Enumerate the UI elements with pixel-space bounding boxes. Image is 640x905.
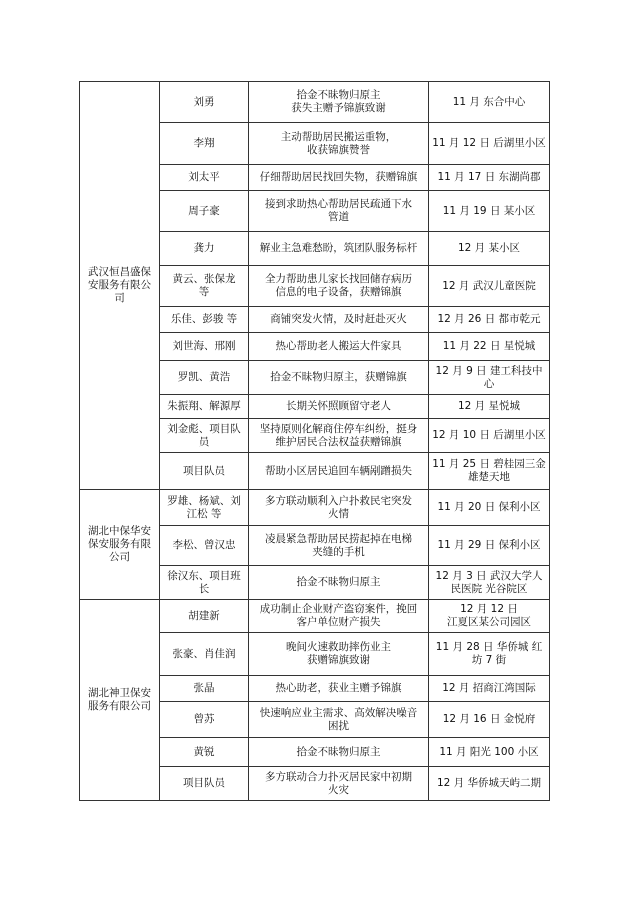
table-row bbox=[80, 82, 550, 123]
table-row bbox=[80, 490, 550, 526]
time-place-cell: 11 月 19 日 某小区 bbox=[429, 191, 550, 232]
time-place-cell: 12 月 星悦城 bbox=[429, 395, 550, 419]
time-place-cell: 12 月 12 日 江夏区某公司园区 bbox=[429, 600, 550, 633]
time-place-cell: 11 月 28 日 华侨城 红 坊 7 街 bbox=[429, 633, 550, 676]
deed-cell: 多方联动合力扑灭居民家中初期 火灾 bbox=[249, 767, 429, 801]
name-cell: 刘太平 bbox=[160, 165, 249, 191]
deed-cell: 凌晨紧急帮助居民捞起掉在电梯 夹缝的手机 bbox=[249, 526, 429, 566]
time-place-cell: 12 月 某小区 bbox=[429, 232, 550, 266]
time-place-cell: 11 月 20 日 保利小区 bbox=[429, 490, 550, 526]
name-cell: 周子豪 bbox=[160, 191, 249, 232]
time-place-cell: 11 月 12 日 后湖里小区 bbox=[429, 123, 550, 165]
name-cell: 罗凯、黄浩 bbox=[160, 361, 249, 395]
deed-cell: 拾金不昧物归原主 bbox=[249, 566, 429, 600]
name-cell: 朱振翔、解源厚 bbox=[160, 395, 249, 419]
time-place-cell: 11 月 阳光 100 小区 bbox=[429, 738, 550, 767]
deed-cell: 成功制止企业财产盗窃案件，挽回 客户单位财产损失 bbox=[249, 600, 429, 633]
name-cell: 刘世海、邢刚 bbox=[160, 333, 249, 361]
name-cell: 张豪、肖佳润 bbox=[160, 633, 249, 676]
name-cell: 项目队员 bbox=[160, 767, 249, 801]
company-cell: 湖北神卫保安 服务有限公司 bbox=[80, 600, 160, 801]
deed-cell: 快速响应业主需求、高效解决噪音 困扰 bbox=[249, 702, 429, 738]
name-cell: 李翔 bbox=[160, 123, 249, 165]
deed-cell: 主动帮助居民搬运重物， 收获锦旗赞誉 bbox=[249, 123, 429, 165]
time-place-cell: 12 月 9 日 建工科技中 心 bbox=[429, 361, 550, 395]
time-place-cell: 11 月 25 日 碧桂园三金 雄楚天地 bbox=[429, 453, 550, 490]
name-cell: 龚力 bbox=[160, 232, 249, 266]
deed-cell: 拾金不昧物归原主 bbox=[249, 738, 429, 767]
commendation-table bbox=[79, 81, 550, 801]
deed-cell: 帮助小区居民追回车辆剐蹭损失 bbox=[249, 453, 429, 490]
deed-cell: 全力帮助患儿家长找回储存病历 信息的电子设备，获赠锦旗 bbox=[249, 266, 429, 307]
time-place-cell: 12 月 华侨城天屿二期 bbox=[429, 767, 550, 801]
deed-cell: 长期关怀照顾留守老人 bbox=[249, 395, 429, 419]
deed-cell: 坚持原则化解商住停车纠纷，挺身 维护居民合法权益获赠锦旗 bbox=[249, 419, 429, 453]
name-cell: 李松、曾汉忠 bbox=[160, 526, 249, 566]
name-cell: 乐佳、彭骏 等 bbox=[160, 307, 249, 333]
time-place-cell: 12 月 武汉儿童医院 bbox=[429, 266, 550, 307]
name-cell: 刘勇 bbox=[160, 82, 249, 123]
time-place-cell: 12 月 10 日 后湖里小区 bbox=[429, 419, 550, 453]
time-place-cell: 12 月 16 日 金悦府 bbox=[429, 702, 550, 738]
company-cell: 武汉恒昌盛保 安服务有限公 司 bbox=[80, 82, 160, 490]
deed-cell: 热心助老，获业主赠予锦旗 bbox=[249, 676, 429, 702]
name-cell: 徐汉东、项目班 长 bbox=[160, 566, 249, 600]
name-cell: 刘金彪、项目队 员 bbox=[160, 419, 249, 453]
deed-cell: 拾金不昧物归原主，获赠锦旗 bbox=[249, 361, 429, 395]
deed-cell: 解业主急难愁盼，筑团队服务标杆 bbox=[249, 232, 429, 266]
time-place-cell: 11 月 东合中心 bbox=[429, 82, 550, 123]
deed-cell: 拾金不昧物归原主 获失主赠予锦旗致谢 bbox=[249, 82, 429, 123]
company-cell: 湖北中保华安 保安服务有限 公司 bbox=[80, 490, 160, 600]
time-place-cell: 12 月 招商江湾国际 bbox=[429, 676, 550, 702]
name-cell: 曾苏 bbox=[160, 702, 249, 738]
table-row bbox=[80, 600, 550, 633]
name-cell: 张晶 bbox=[160, 676, 249, 702]
deed-cell: 仔细帮助居民找回失物，获赠锦旗 bbox=[249, 165, 429, 191]
name-cell: 黄云、张保龙 等 bbox=[160, 266, 249, 307]
name-cell: 胡建新 bbox=[160, 600, 249, 633]
deed-cell: 多方联动顺利入户扑救民宅突发 火情 bbox=[249, 490, 429, 526]
deed-cell: 晚间火速救助摔伤业主 获赠锦旗致谢 bbox=[249, 633, 429, 676]
time-place-cell: 11 月 29 日 保利小区 bbox=[429, 526, 550, 566]
name-cell: 罗雄、杨斌、刘 江松 等 bbox=[160, 490, 249, 526]
name-cell: 黄锐 bbox=[160, 738, 249, 767]
name-cell: 项目队员 bbox=[160, 453, 249, 490]
time-place-cell: 12 月 26 日 都市乾元 bbox=[429, 307, 550, 333]
deed-cell: 热心帮助老人搬运大件家具 bbox=[249, 333, 429, 361]
deed-cell: 接到求助热心帮助居民疏通下水 管道 bbox=[249, 191, 429, 232]
deed-cell: 商铺突发火情，及时赶赴灭火 bbox=[249, 307, 429, 333]
time-place-cell: 12 月 3 日 武汉大学人 民医院 光谷院区 bbox=[429, 566, 550, 600]
time-place-cell: 11 月 22 日 星悦城 bbox=[429, 333, 550, 361]
time-place-cell: 11 月 17 日 东湖尚郡 bbox=[429, 165, 550, 191]
